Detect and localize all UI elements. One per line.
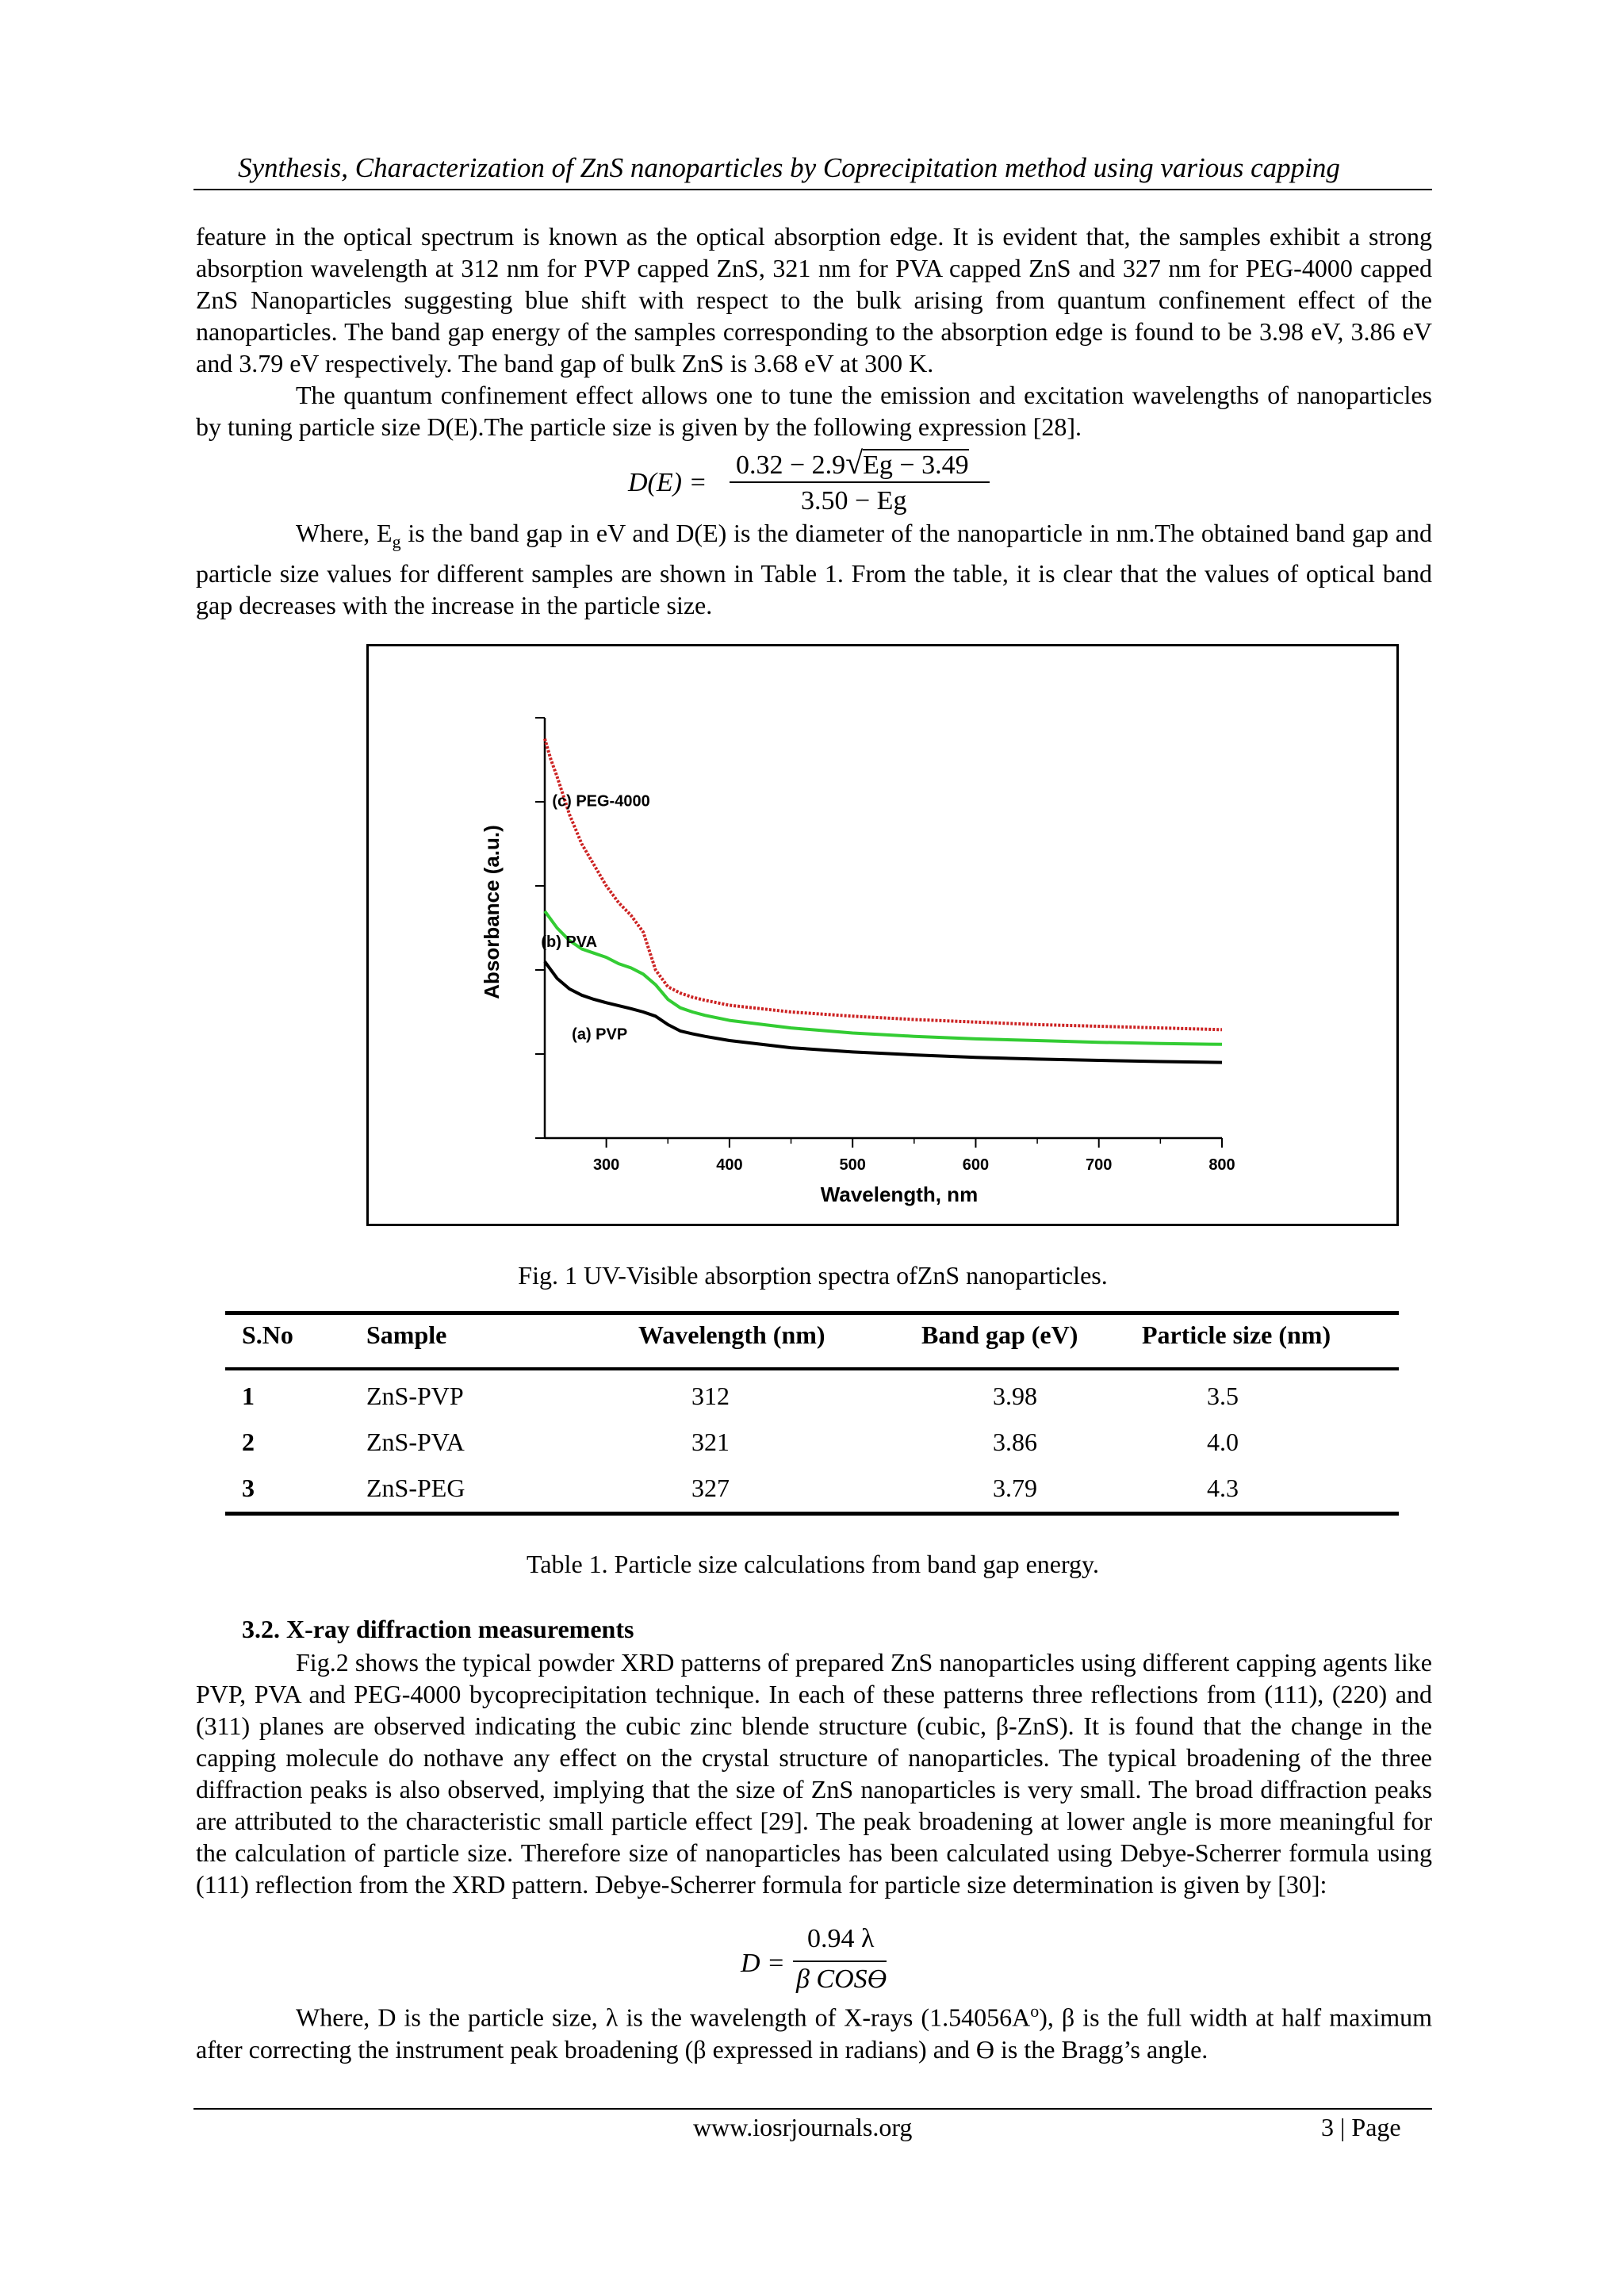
series-line-peg [545, 739, 1222, 1030]
eq1-num-a: 0.32 − 2.9 [736, 450, 846, 480]
figure-1-caption: Fig. 1 UV-Visible absorption spectra ofZnS nanoparticles. [518, 1261, 1108, 1290]
equation-1-numerator [736, 444, 969, 481]
table-1-caption: Table 1. Particle size calculations from band gap energy. [527, 1550, 1099, 1578]
x-tick-label: 600 [962, 1156, 990, 1174]
table-cell: 327 [691, 1474, 730, 1502]
where-sub: g [392, 531, 401, 552]
x-tick-label: 400 [716, 1156, 743, 1174]
series-label: (a) PVP [572, 1025, 628, 1044]
table-header-rule [225, 1367, 1399, 1370]
x-tick-label: 700 [1086, 1156, 1113, 1174]
where-text-b: is the band gap in eV and D(E) is the diameter of the nanoparticle in nm.The obtained band gap and particle size values for different samples are shown in Table 1. From the table, it is clear that the values of optical band gap decreases with the increase in the particle size. [196, 519, 1433, 620]
header-rule [193, 189, 1432, 190]
table-cell: 3.98 [993, 1382, 1037, 1410]
equation-1-denominator: 3.50 − Eg [801, 486, 907, 516]
table-header-wavelength: Wavelength (nm) [638, 1320, 825, 1349]
table-header-bandgap: Band gap (eV) [921, 1320, 1078, 1349]
table-cell: ZnS-PVA [366, 1428, 465, 1456]
equation-2-bar [793, 1961, 887, 1962]
figure-1-frame [366, 644, 1399, 1226]
chart-axes [535, 718, 1235, 1174]
sqrt-symbol: √ [845, 445, 864, 481]
footer-url[interactable]: www.iosrjournals.org [693, 2113, 913, 2141]
table-cell: 1 [242, 1382, 255, 1410]
x-tick-label: 500 [839, 1156, 866, 1174]
series-label: (b) PVA [541, 933, 598, 951]
footer-page-number: 3 | Page [1321, 2113, 1401, 2141]
where-text-a: Where, E [296, 519, 393, 547]
section-paragraph [196, 1646, 1432, 1900]
equation-1-bar [730, 481, 990, 483]
x-tick-label: 300 [592, 1156, 620, 1174]
where-paragraph-1 [196, 517, 1432, 621]
equation-2-lhs: D = [741, 1949, 785, 1978]
paragraph-text: The quantum confinement effect allows one to tune the emission and excitation wavelengths of nanoparticles by tuning particle size D(E).The particle size is given by the following expression [28]. [196, 381, 1432, 441]
running-header: Synthesis, Characterization of ZnS nanoparticles by Coprecipitation method using various capping [238, 152, 1340, 183]
intro-paragraph-1 [196, 220, 1432, 379]
table-cell: 312 [691, 1382, 730, 1410]
y-axis-label: Absorbance (a.u.) [480, 825, 504, 999]
equation-1-lhs: D(E) = [628, 468, 707, 497]
table-cell: 2 [242, 1428, 255, 1456]
table-cell: 3 [242, 1474, 255, 1502]
x-tick-label: 800 [1208, 1156, 1235, 1174]
table-cell: 4.3 [1207, 1474, 1239, 1502]
table-header-sno: S.No [242, 1320, 293, 1349]
table-cell: 3.5 [1207, 1382, 1239, 1410]
uv-vis-chart [369, 646, 1396, 1224]
table-bottom-rule [225, 1512, 1399, 1516]
equation-2-denominator: β COSϴ [796, 1964, 887, 1994]
series-line-pva [545, 911, 1222, 1045]
where2-text-b: ), β is the full width at half maximum after correcting the instrument peak broadening (β expressed in radians) and ϴ is the Bragg’s angle. [196, 2003, 1433, 2064]
table-cell: ZnS-PVP [366, 1382, 464, 1410]
table-cell: 3.79 [993, 1474, 1037, 1502]
where2-sup: o [1030, 2001, 1040, 2021]
series-label: (c) PEG-4000 [552, 792, 650, 811]
section-heading: 3.2. X-ray diffraction measurements [242, 1615, 634, 1643]
table-top-rule [225, 1311, 1399, 1315]
table-cell: 3.86 [993, 1428, 1037, 1456]
chart-series-group [545, 739, 1222, 1063]
table-cell: 4.0 [1207, 1428, 1239, 1456]
paragraph-text [196, 517, 1432, 621]
table-cell: 321 [691, 1428, 730, 1456]
where2-text-a: Where, D is the particle size, λ is the wavelength of X-rays (1.54056A [296, 2003, 1031, 2032]
where-paragraph-2 [196, 1995, 1432, 2065]
equation-2-numerator: 0.94 λ [807, 1924, 875, 1953]
x-axis-label: Wavelength, nm [820, 1182, 979, 1206]
table-cell: ZnS-PEG [366, 1474, 465, 1502]
eq1-num-root: Eg − 3.49 [863, 450, 969, 480]
paragraph-text [196, 1995, 1432, 2065]
footer-rule [193, 2108, 1432, 2110]
paragraph-text: Fig.2 shows the typical powder XRD patterns of prepared ZnS nanoparticles using different capping agents like PVP, PVA and PEG-4000 bycoprecipitation technique. In each of these patterns three reflections from (111), (220) and (311) planes are observed indicating the cubic zinc blende structure (cubic, β-ZnS). It is found that the change in the capping molecule do nothave any effect on the crystal structure of nanoparticles. The typical broadening of the three diffraction peaks is also observed, implying that the size of ZnS nanoparticles is very small. The broad diffraction peaks are attributed to the characteristic small particle effect [29]. The peak broadening at lower angle is more meaningful for the calculation of particle size. Therefore size of nanoparticles has been calculated using Debye-Scherrer formula using (111) reflection from the XRD pattern. Debye-Scherrer formula for particle size determination is given by [30]: [196, 1648, 1432, 1899]
table-header-particle-size: Particle size (nm) [1142, 1320, 1331, 1349]
table-header-sample: Sample [366, 1320, 447, 1349]
intro-paragraph-2 [196, 379, 1432, 443]
paragraph-text: feature in the optical spectrum is known as the optical absorption edge. It is evident that, the samples exhibit a strong absorption wavelength at 312 nm for PVP capped ZnS, 321 nm for PVA capped ZnS and 327 nm for PEG-4000 capped ZnS Nanoparticles suggesting blue shift with respect to the bulk arising from quantum confinement effect of the nanoparticles. The band gap energy of the samples corresponding to the absorption edge is found to be 3.98 eV, 3.86 eV and 3.79 eV respectively. The band gap of bulk ZnS is 3.68 eV at 300 K. [196, 222, 1432, 378]
